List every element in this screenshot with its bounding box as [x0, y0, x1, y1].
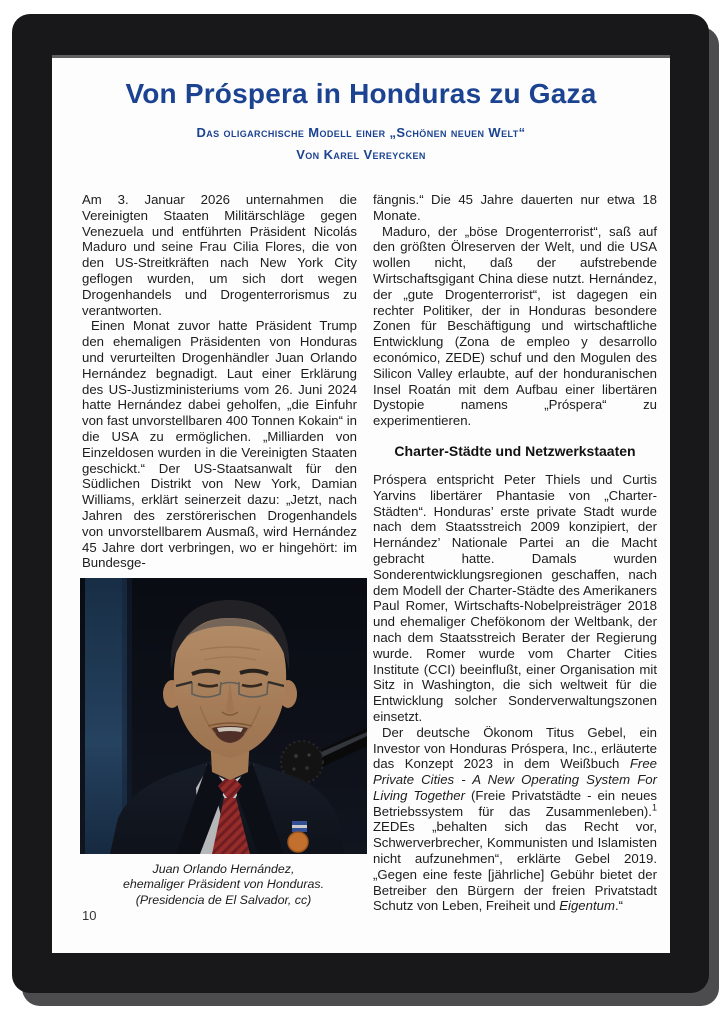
portrait-illustration [80, 578, 367, 854]
page-subtitle: Das oligarchische Modell einer „Schönen neuen Welt“ [196, 125, 526, 140]
paragraph-gebel: Der deutsche Ökonom Titus Gebel, ein Investor von Honduras Próspera, Inc., erläuterte das Konzept 2023 in dem Weißbuch Free Private Cities - A New Operating System For Living Together (Freie Privatstädte - ein neues Betriebssystem für das Zusammenleben).$^1$ ZEDEs „behalten sich das Recht vor, Schwerverbrecher, Kommunisten und Islamisten nicht aufzunehmen“, erklärte Gebel 2019. „Gegen eine feste [jährliche] Gebühr bietet der Betreiber den Bürgern der freien Privatstadt Schutz von Leben, Freiheit und Eigentum.“ [373, 724, 657, 914]
paragraph-intro: Am 3. Januar 2026 unternahmen die Vereinigten Staaten Militärschläge gegen Venezuela und entführten Präsident Nicolás Maduro und seine Frau Cilia Flores, die von den US-Streitkräften nach New York City geflogen wurden, um sich dort wegen Drogenhandels und Drogenterrorismus zu verantworten. [82, 192, 357, 318]
page-byline: Von Karel Vereycken [296, 147, 426, 162]
paragraph-pardon: Einen Monat zuvor hatte Präsident Trump den ehemaligen Präsidenten von Honduras und verurteilten Drogenhändler Juan Orlando Hernández begnadigt. Laut einer Erklärung des US-Justizministeriums vom 26. Juni 2024 hatte Hernández dabei geholfen, „die Einfuhr von fast unvorstellbaren 400 Tonnen Kokain“ in die USA zu ermöglichen. „Milliarden von Einzeldosen wurden in die Vereinigten Staaten geschickt.“ Der US-Staatsanwalt für den Südlichen Distrikt von New York, Damian Williams, erklärt seinerzeit dazu: „Jetzt, nach Jahren des zerstörerischen Drogenhandels von unvorstellbarem Ausmaß, wird Hernández 45 Jahre dort verbringen, wo er hingehört: im Bundesge- [82, 318, 357, 571]
page-title: Von Próspera in Honduras zu Gaza [125, 78, 597, 109]
photo-caption-line: (Presidencia de El Salvador, cc) [135, 892, 312, 907]
right-column [373, 192, 657, 914]
paragraph-maduro: Maduro, der „böse Drogenterrorist“, saß auf den größten Ölreserven der Welt, und die USA wollen nicht, daß der aufstrebende Wirtschaftsgigant China diese nutzt. Hernández, der „gute Drogenterrorist“, ist dagegen ein rechter Politiker, der in Honduras besondere Zonen für Beschäftigung und wirtschaftliche Entwicklung (Zona de empleo y desarrollo económico, ZEDE) schuf und den Mogulen des Silicon Valley erlaubte, auf der honduranischen Insel Roatán mit dem Aufbau einer libertären Dystopie namens „Próspera“ zu experimentieren. [373, 223, 657, 429]
paragraph-continuation: fängnis.“ Die 45 Jahre dauerten nur etwa 18 Monate. [373, 192, 657, 223]
tablet-frame [12, 14, 709, 993]
article-photo-juan-orlando-hernandez [80, 578, 367, 854]
photo-caption [80, 862, 367, 908]
footnote-marker: 1 [651, 802, 657, 813]
photo-caption-line: ehemaliger Präsident von Honduras. [122, 877, 325, 892]
document-page [52, 55, 670, 953]
paragraph-prospera: Próspera entspricht Peter Thiels und Curtis Yarvins libertärer Phantasie von „Charter-Städten“. Honduras’ erste private Stadt wurde nach dem Staatsstreich 2009 konzipiert, der Hernández’ Nationale Partei an die Macht gebracht hatte. Damals wurden Sonderentwicklungsregionen geschaffen, nach dem Modell der Charter-Städte des Amerikaners Paul Romer, Wirtschafts-Nobelpreisträger 2018 und ehemaliger Chefökonom der Weltbank, der nach dem Staatsstreich Berater der Regierung wurde. Romer wurde vom Charter Cities Institute (CCI) beeinflußt, einer Organisation mit Sitz in Washington, die sich weltweit für die Entwicklung solcher Sonderverwaltungszonen einsetzt. [373, 471, 657, 724]
page-number: 10 [82, 908, 97, 923]
section-heading: Charter-Städte und Netzwerkstaaten [394, 442, 636, 459]
photo-caption-line: Juan Orlando Hernández, [152, 862, 295, 877]
left-column [82, 192, 357, 914]
article-columns [82, 192, 657, 914]
